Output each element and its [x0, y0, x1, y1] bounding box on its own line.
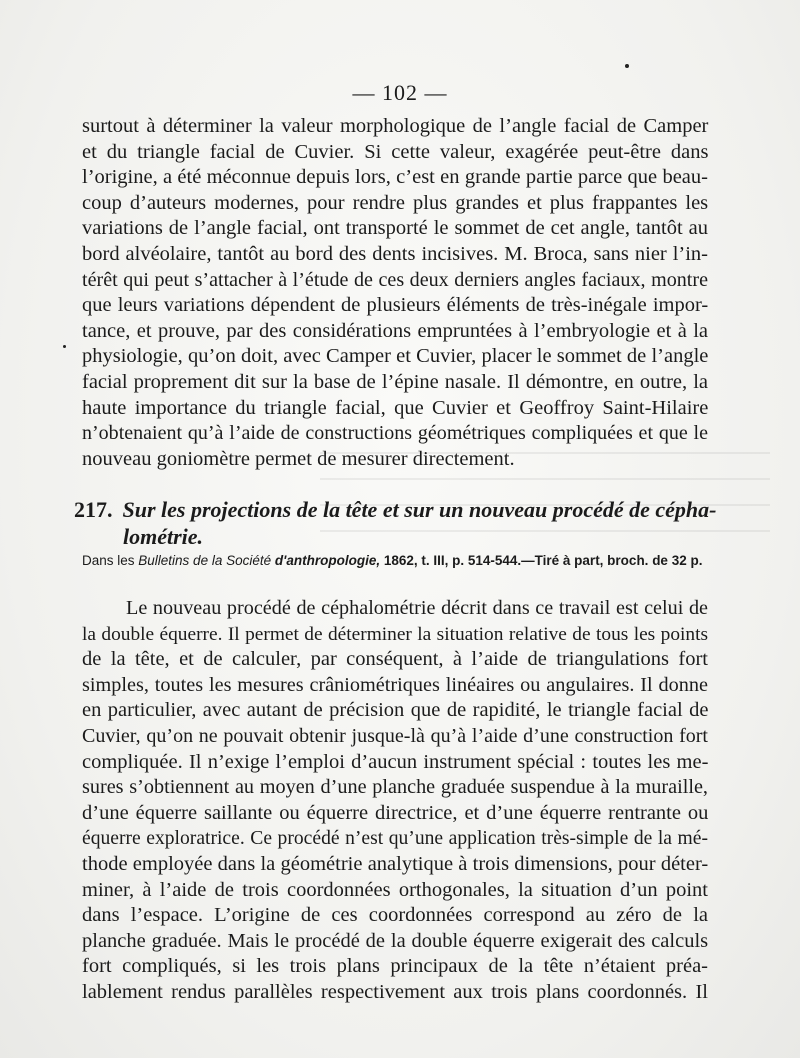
- text-line: simples, toutes les mesures crâniométriques linéaires ou angulaires. Il donne: [82, 673, 708, 696]
- text-line: facial proprement dit sur la base de l’épine nasale. Il démontre, en outre, la: [82, 370, 708, 393]
- section-number: 217.: [74, 497, 113, 522]
- section-heading: [74, 496, 724, 550]
- text-line: térêt qui peut s’attacher à l’étude de ces deux derniers angles faciaux, montre: [82, 268, 708, 291]
- text-line: variations de l’angle facial, ont transporté le sommet de cet angle, tantôt au: [82, 217, 708, 240]
- paragraph-1: [82, 114, 708, 472]
- citation-details: 1862, t. III, p. 514-544.—Tiré à part, broch. de 32 p.: [380, 553, 703, 568]
- text-line: équerre exploratrice. Ce procédé n’est qu’une application très-simple de la mé-: [82, 828, 708, 850]
- paragraph-2: [82, 596, 708, 1006]
- text-line: l’origine, a été méconnue depuis lors, c’est en grande partie parce que beau-: [82, 166, 708, 189]
- page-number: — 102 —: [352, 80, 448, 105]
- text-line: Cuvier, qu’on ne pouvait obtenir jusque-là qu’à l’aide d’une construction fort: [82, 724, 708, 747]
- section-title-line2: lométrie.: [123, 524, 204, 549]
- citation-journal-2: d'anthropologie,: [271, 553, 381, 568]
- citation-prefix: Dans les: [82, 553, 139, 568]
- text-line: n’obtenaient qu’à l’aide de constructions géométriques compliquées et que le: [82, 422, 708, 445]
- text-line: tance, et prouve, par des considérations empruntées à l’embryologie et à la: [82, 319, 708, 342]
- text-line: en particulier, avec autant de précision que de rapidité, le triangle facial de: [82, 699, 709, 722]
- text-line: de la tête, et de calculer, par conséquent, à l’aide de triangulations fort: [82, 648, 708, 671]
- text-line: la double équerre. Il permet de déterminer la situation relative de tous les points: [82, 623, 708, 645]
- text-line: bord alvéolaire, tantôt au bord des dents incisives. M. Broca, sans nier l’in-: [82, 242, 708, 265]
- ink-speck: [625, 64, 629, 68]
- text-line: sures s’obtiennent au moyen d’une planche graduée suspendue à la muraille,: [82, 776, 708, 799]
- text-line: compliquée. Il n’exige l’emploi d’aucun instrument spécial : toutes les me-: [82, 750, 709, 773]
- text-line: d’une équerre saillante ou équerre directrice, et d’une équerre rentrante ou: [82, 801, 709, 824]
- text-line: que leurs variations dépendent de plusieurs éléments de très-inégale impor-: [82, 294, 709, 317]
- text-line: Le nouveau procédé de céphalométrie décrit dans ce travail est celui de: [126, 597, 708, 619]
- text-line: planche graduée. Mais le procédé de la double équerre exigerait des calculs: [82, 929, 709, 952]
- text-line: thode employée dans la géométrie analytique à trois dimensions, pour déter-: [82, 852, 709, 875]
- citation: [82, 553, 718, 569]
- text-line: fort compliqués, si les trois plans principaux de la tête n’étaient préa-: [82, 955, 708, 978]
- text-line: physiologie, qu’on doit, avec Camper et Cuvier, placer le sommet de l’angle: [82, 345, 709, 368]
- text-line: coup d’auteurs modernes, pour rendre plus grandes et plus frappantes les: [82, 191, 709, 214]
- section-title-line1: Sur les projections de la tête et sur un nouveau procédé de cépha-: [122, 497, 717, 522]
- citation-journal: Bulletins de la Société: [138, 553, 272, 568]
- text-line: nouveau goniomètre permet de mesurer directement.: [82, 447, 515, 470]
- text-line: haute importance du triangle facial, que Cuvier et Geoffroy Saint-Hilaire: [82, 396, 709, 419]
- text-line: miner, à l’aide de trois coordonnées orthogonales, la situation d’un point: [82, 878, 708, 901]
- text-line: surtout à déterminer la valeur morphologique de l’angle facial de Camper: [82, 115, 709, 137]
- text-line: dans l’espace. L’origine de ces coordonnées correspond au zéro de la: [82, 904, 708, 927]
- ink-speck: [63, 345, 66, 348]
- text-line: et du triangle facial de Cuvier. Si cette valeur, exagérée peut-être dans: [82, 140, 709, 163]
- text-line: lablement rendus parallèles respectivement aux trois plans coordonnés. Il: [82, 980, 708, 1003]
